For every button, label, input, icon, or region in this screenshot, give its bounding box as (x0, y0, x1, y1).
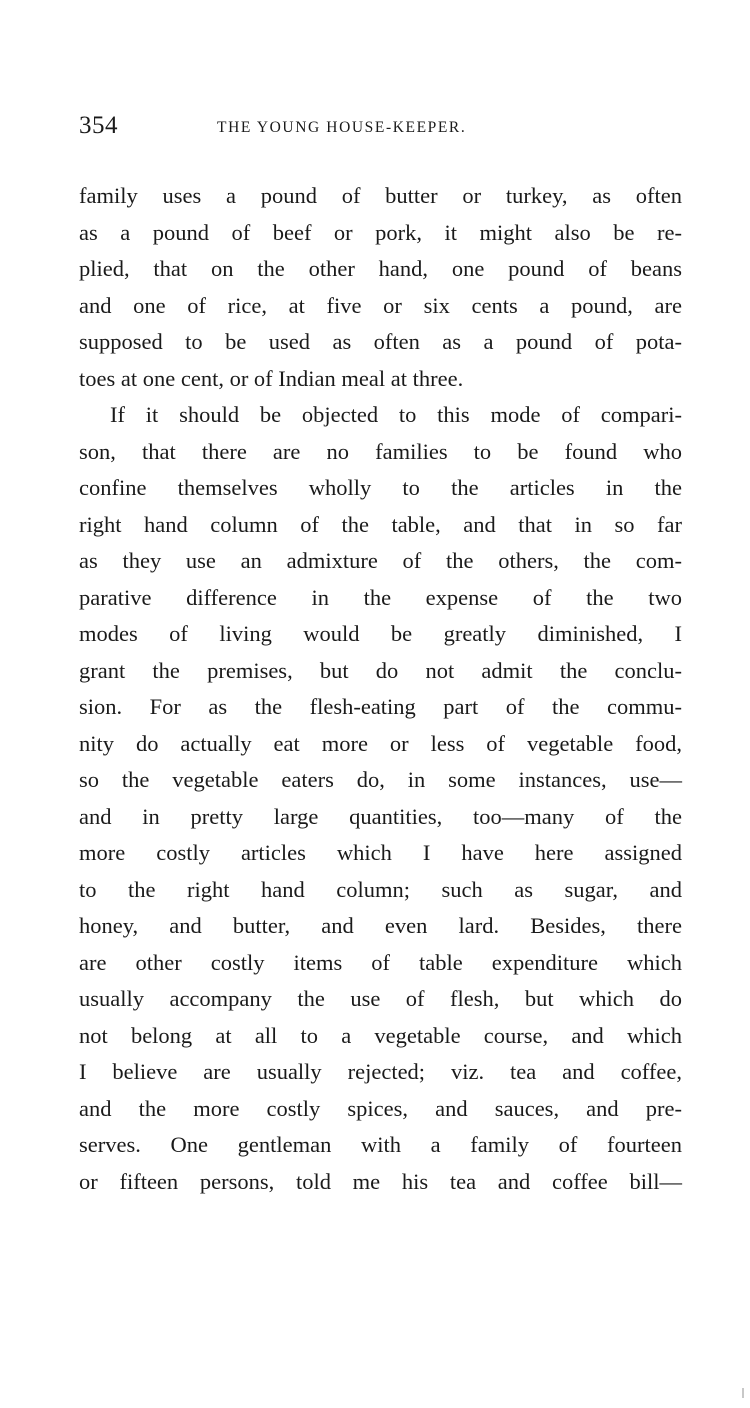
paragraph-objection (79, 397, 682, 1200)
text-line: I believe are usually rejected; viz. tea and coffee, (79, 1059, 682, 1084)
text-line: more costly articles which I have here assigned (79, 840, 682, 865)
text-line: right hand column of the table, and that in so far (79, 511, 682, 537)
text-line: so the vegetable eaters do, in some instances, use— (79, 767, 682, 792)
text-line: and the more costly spices, and sauces, and pre- (79, 1095, 682, 1121)
scan-artifact-mark (742, 1388, 744, 1398)
text-line: are other costly items of table expenditure which (79, 949, 682, 975)
text-line: nity do actually eat more or less of vegetable food, (79, 730, 682, 756)
text-line: modes of living would be greatly diminished, I (79, 621, 682, 646)
text-line: sion. For as the flesh-eating part of the commu- (79, 694, 682, 719)
text-line: family uses a pound of butter or turkey, as often (79, 183, 682, 208)
text-line: and one of rice, at five or six cents a pound, are (79, 292, 682, 318)
body-text (79, 178, 682, 1200)
running-head (79, 112, 679, 146)
text-line: serves. One gentleman with a family of fourteen (79, 1132, 682, 1157)
text-line: usually accompany the use of flesh, but which do (79, 986, 682, 1011)
text-line: parative difference in the expense of the two (79, 584, 682, 610)
text-line: toes at one cent, or of Indian meal at three. (79, 365, 464, 391)
text-line: honey, and butter, and even lard. Besides, there (79, 913, 682, 938)
text-line: as a pound of beef or pork, it might also be re- (79, 219, 682, 245)
text-line: as they use an admixture of the others, the com- (79, 548, 682, 573)
text-line: and in pretty large quantities, too—many of the (79, 803, 682, 829)
running-title: THE YOUNG HOUSE-KEEPER. (217, 119, 467, 136)
text-line: supposed to be used as often as a pound of pota- (79, 329, 682, 354)
text-line: grant the premises, but do not admit the conclu- (79, 657, 682, 683)
text-line: son, that there are no families to be found who (79, 438, 682, 464)
text-line: plied, that on the other hand, one pound of beans (79, 256, 682, 281)
page-number: 354 (79, 112, 118, 139)
text-line: not belong at all to a vegetable course, and which (79, 1022, 682, 1048)
paragraph-continued (79, 178, 682, 397)
text-line: confine themselves wholly to the articles in the (79, 475, 682, 500)
text-line: or fifteen persons, told me his tea and coffee bill— (79, 1168, 682, 1194)
text-line: to the right hand column; such as sugar, and (79, 876, 682, 902)
text-line: If it should be objected to this mode of compari- (110, 402, 682, 427)
